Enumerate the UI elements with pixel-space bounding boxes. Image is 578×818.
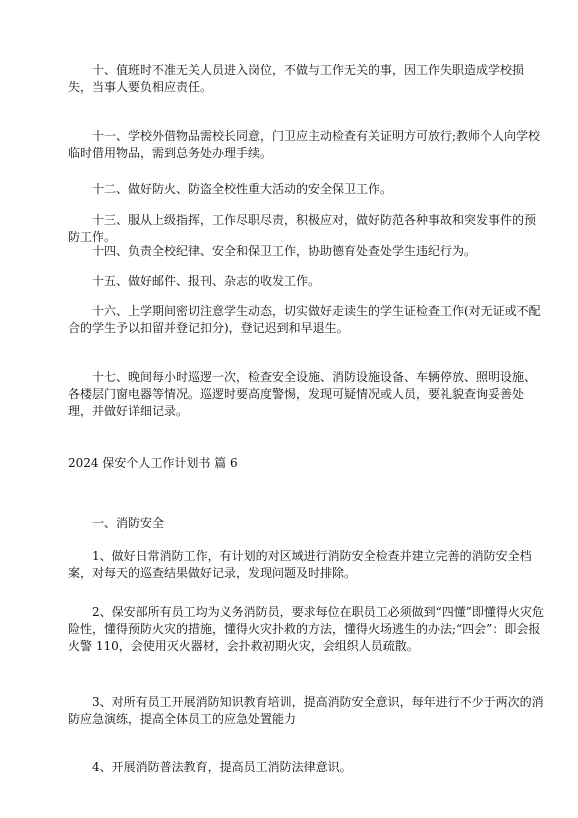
fire-safety-item-2: 2、保安部所有员工均为义务消防员，要求每位在职员工必须做到“四懂”即懂得火灾危险性，懂得预防火灾的措施，懂得火灾扑救的方法，懂得火场逃生的办法;“四会”：即会报火警 110，会使用灭火器材，会扑救初期火灾，会组织人员疏散。 (68, 605, 544, 653)
paragraph-12: 十二、做好防火、防盗全校性重大活动的安全保卫工作。 (92, 182, 393, 196)
subheading-fire-safety: 一、消防安全 (92, 516, 165, 530)
paragraph-11: 十一、学校外借物品需校长同意，门卫应主动检查有关证明方可放行;教师个人向学校临时借用物品，需到总务处办理手续。 (68, 129, 541, 160)
fire-safety-item-4: 4、开展消防普法教育，提高员工消防法律意识。 (92, 760, 352, 774)
paragraph-10: 十、值班时不准无关人员进入岗位，不做与工作无关的事，因工作失职造成学校损失，当事人要负相应责任。 (68, 63, 525, 94)
paragraph-13: 十三、服从上级指挥，工作尽职尽责，积极应对，做好防范各种事故和突发事件的预防工作。 (68, 213, 537, 244)
paragraph-14: 十四、负责全校纪律、安全和保卫工作，协助德育处查处学生违纪行为。 (92, 244, 477, 258)
paragraph-17: 十七、晚间每小时巡逻一次，检查安全设施、消防设施设备、车辆停放、照明设施、各楼层门窗电器等情况。巡逻时要高度警惕，发现可疑情况或人员，要礼貌查询妥善处理，并做好详细记录。 (68, 370, 537, 418)
fire-safety-item-3: 3、对所有员工开展消防知识教育培训，提高消防安全意识，每年进行不少于两次的消防应急演练，提高全体员工的应急处置能力 (68, 695, 544, 726)
section-heading: 2024 保安个人工作计划书 篇 6 (68, 456, 238, 470)
paragraph-16: 十六、上学期间密切注意学生动态，切实做好走读生的学生证检查工作(对无证或不配合的学生予以扣留并登记扣分)，登记迟到和早退生。 (68, 304, 541, 335)
fire-safety-item-1: 1、做好日常消防工作，有计划的对区域进行消防安全检查并建立完善的消防安全档案，对每天的巡查结果做好记录，发现问题及时排除。 (68, 549, 532, 580)
paragraph-15: 十五、做好邮件、报刊、杂志的收发工作。 (92, 274, 321, 288)
